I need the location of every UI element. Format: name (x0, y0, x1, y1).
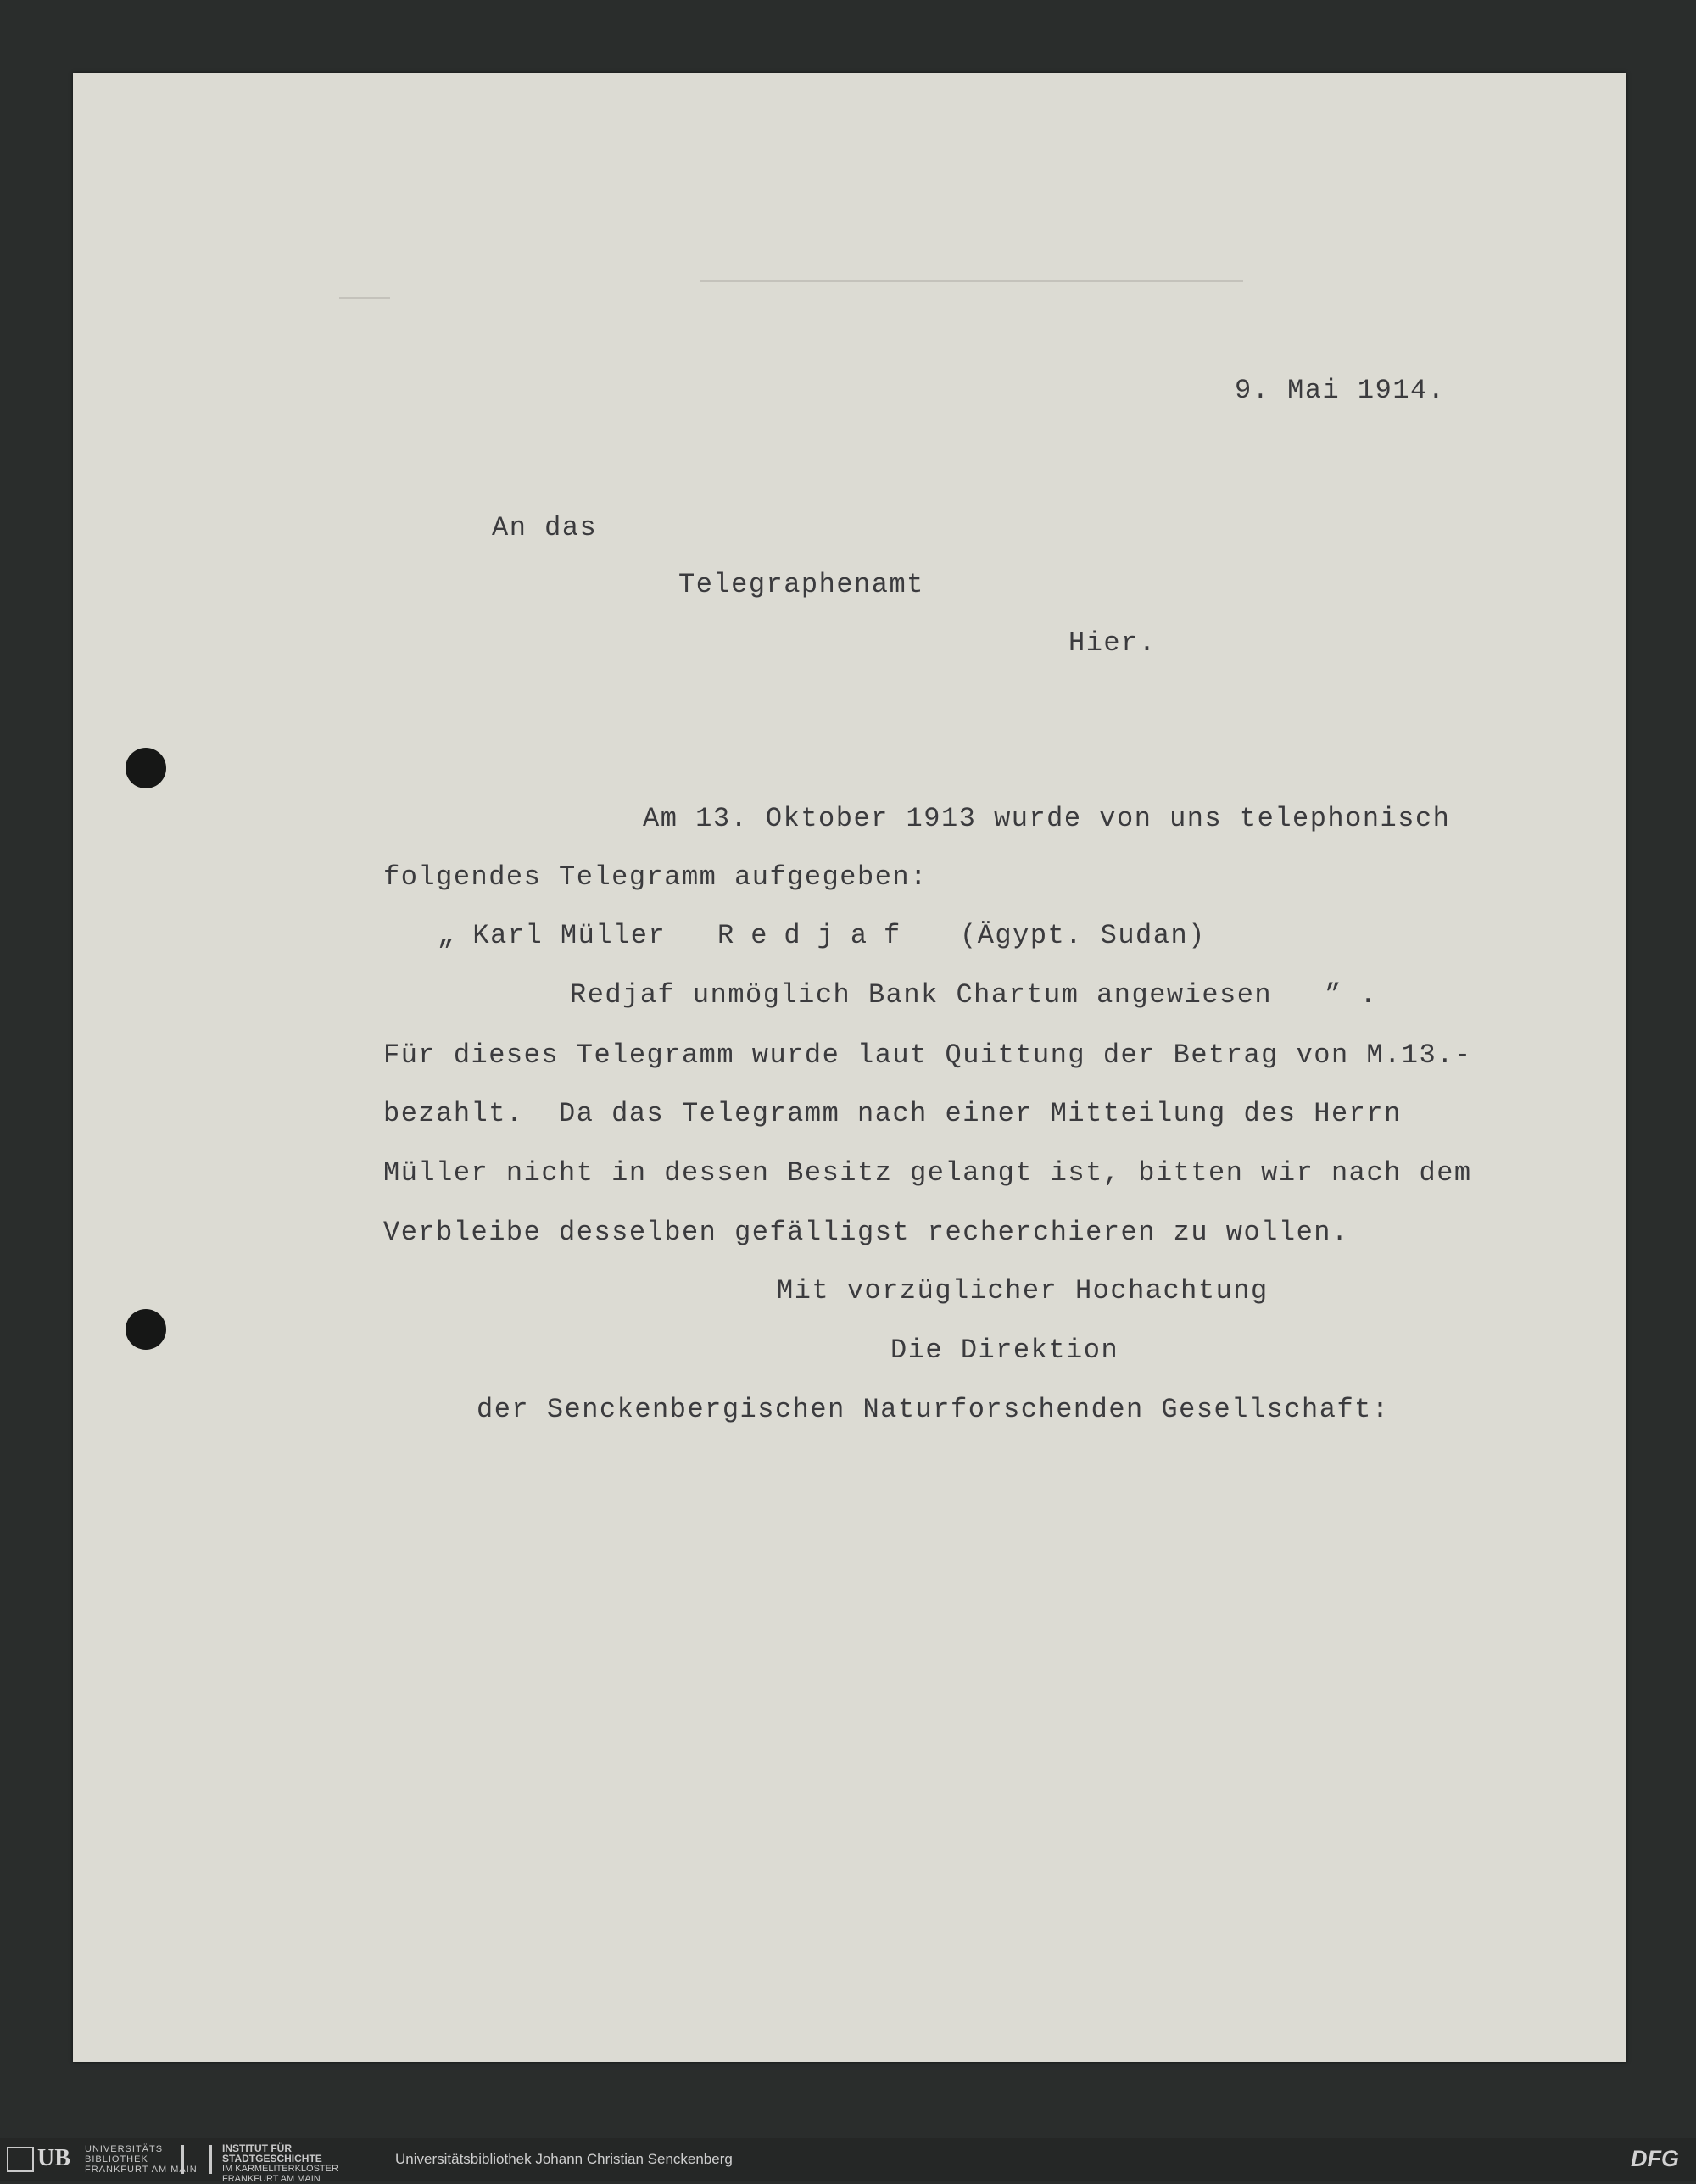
telegram-addressee: „ Karl Müller (438, 920, 667, 951)
punch-hole-bottom (126, 1309, 166, 1350)
institute-text-line-3: IM KARMELITERKLOSTER (222, 2164, 338, 2174)
viewer-footer (0, 2138, 1696, 2184)
signature-line-2: der Senckenbergischen Naturforschenden Gesellschaft: (477, 1394, 1390, 1425)
institute-text-line-1: INSTITUT FÜR (222, 2142, 292, 2154)
paper-smudge (339, 297, 390, 299)
closing-salutation: Mit vorzüglicher Hochachtung (777, 1275, 1269, 1306)
ub-text-line-1: UNIVERSITÄTS (85, 2144, 164, 2154)
ub-logo-text: UB (37, 2145, 70, 2171)
body-line-4: bezahlt. Da das Telegramm nach einer Mitteilung des Herrn (383, 1098, 1402, 1129)
letter-page (73, 73, 1626, 2062)
institute-text-line-2: STADTGESCHICHTE (222, 2153, 322, 2164)
recipient-line-2: Telegraphenamt (678, 569, 924, 600)
dfg-logo: DFG (1631, 2146, 1679, 2171)
body-line-6: Verbleibe desselben gefälligst recherchieren zu wollen. (383, 1217, 1349, 1248)
recipient-line-3: Hier. (1068, 627, 1157, 659)
body-line-1: Am 13. Oktober 1913 wurde von uns telephonisch (643, 803, 1451, 834)
institute-logo-icon (181, 2145, 212, 2174)
body-line-2: folgendes Telegramm aufgegeben: (383, 861, 928, 893)
letter-date: 9. Mai 1914. (1235, 375, 1446, 406)
ub-text-line-3: FRANKFURT AM MAIN (85, 2164, 198, 2175)
telegram-country: (Ägypt. Sudan) (960, 920, 1206, 951)
signature-line-1: Die Direktion (890, 1334, 1119, 1366)
body-line-3: Für dieses Telegramm wurde laut Quittung der Betrag von M.13.- (383, 1039, 1472, 1071)
ub-institution-text (85, 2144, 198, 2175)
telegram-place: Redjaf (717, 920, 918, 951)
telegram-message: Redjaf unmöglich Bank Chartum angewiesen ” . (570, 979, 1378, 1011)
recipient-line-1: An das (492, 512, 598, 543)
ub-logo-icon (7, 2147, 34, 2172)
institute-text-line-4: FRANKFURT AM MAIN (222, 2174, 321, 2184)
punch-hole-top (126, 748, 166, 788)
body-line-5: Müller nicht in dessen Besitz gelangt ist, bitten wir nach dem (383, 1157, 1472, 1189)
ub-text-line-2: BIBLIOTHEK (85, 2154, 148, 2164)
paper-smudge (700, 280, 1243, 282)
library-name: Universitätsbibliothek Johann Christian Senckenberg (395, 2151, 733, 2167)
institute-text (222, 2143, 338, 2184)
